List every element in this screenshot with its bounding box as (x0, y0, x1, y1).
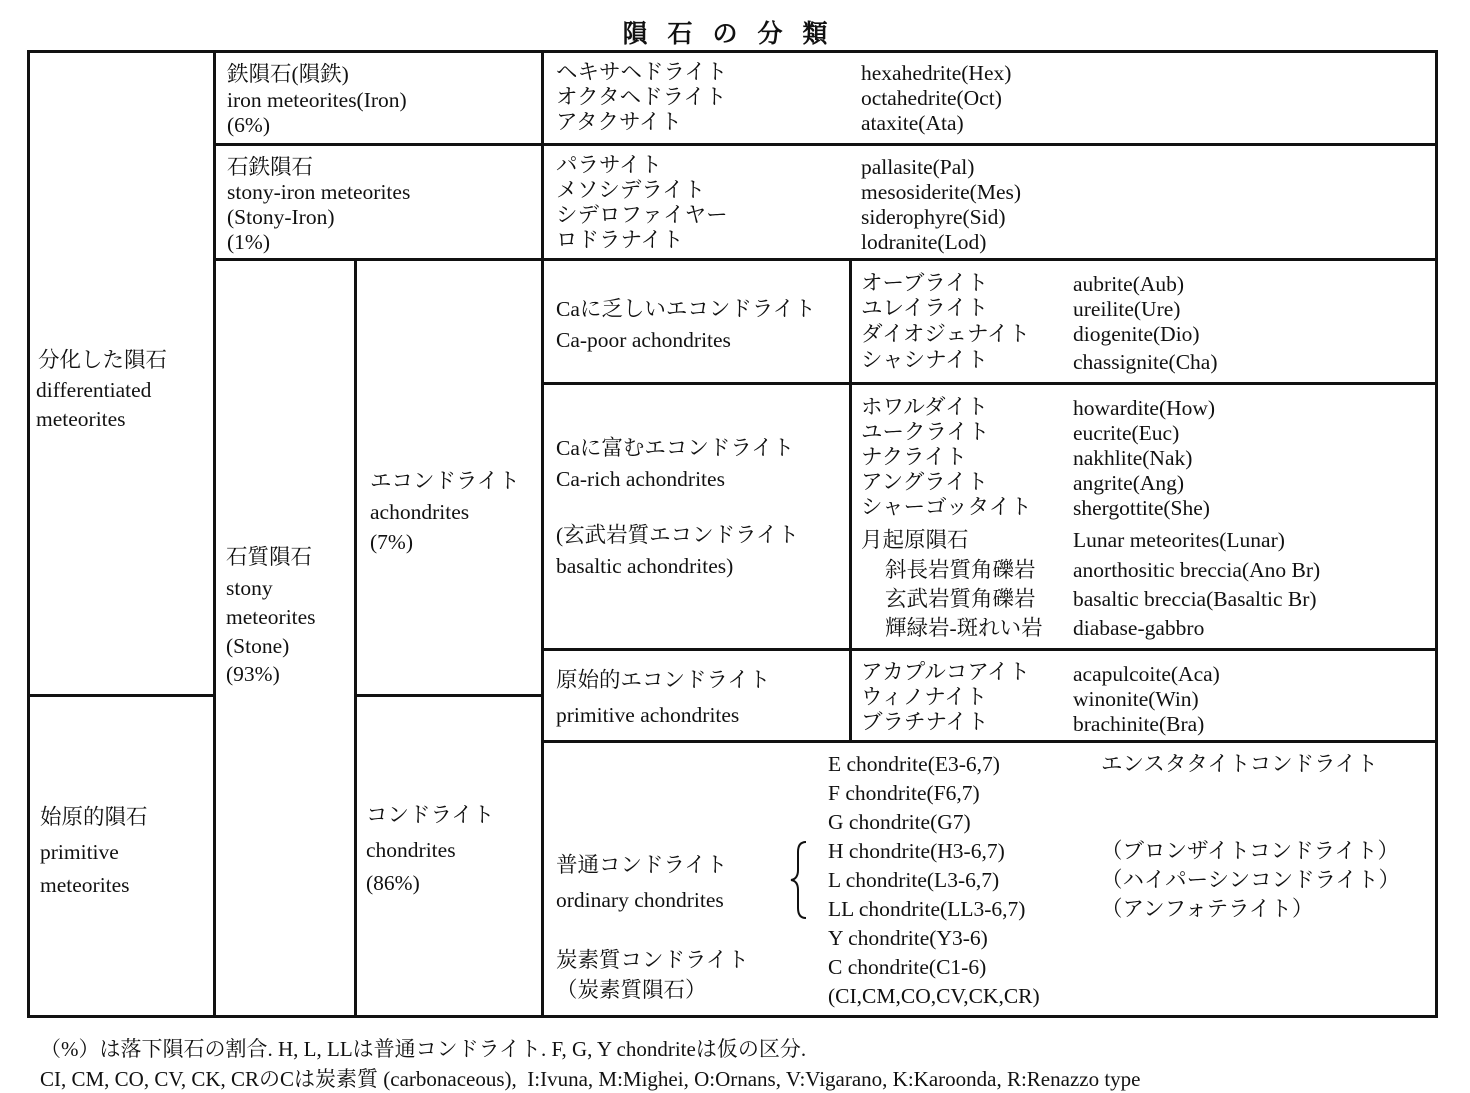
ca-rich-jp-4: アングライト (861, 470, 989, 494)
ca-poor-jp-3: ダイオジェナイト (861, 322, 1030, 346)
lunar-en-2: anorthositic breccia(Ano Br) (1073, 558, 1321, 582)
iron-label-en: iron meteorites(Iron) (227, 88, 407, 112)
chondrites-en: chondrites (366, 838, 456, 862)
chondrite-type-e: E chondrite(E3-6,7) (828, 752, 1000, 776)
ordinary-jp: 普通コンドライト (556, 853, 728, 877)
table-rule (27, 694, 215, 697)
iron-en-1: hexahedrite(Hex) (861, 61, 1012, 85)
stony-iron-en-3: siderophyre(Sid) (861, 205, 1006, 229)
carbonaceous-jp-2: （炭素質隕石） (556, 978, 707, 1002)
chondrite-type-l: L chondrite(L3-6,7) (828, 868, 1000, 892)
chondrite-type-y: Y chondrite(Y3-6) (828, 926, 988, 950)
iron-en-3: ataxite(Ata) (861, 111, 964, 135)
stony-iron-pct: (1%) (227, 230, 270, 254)
table-rule (541, 50, 544, 1018)
table-rule (354, 694, 543, 697)
footnote-1: （%）は落下隕石の割合. H, L, LLは普通コンドライト. F, G, Y chondriteは仮の区分. (40, 1037, 807, 1061)
curly-brace (788, 840, 810, 920)
prim-achon-en-1: acapulcoite(Aca) (1073, 662, 1220, 686)
bronzite-jp: （ブロンザイトコンドライト） (1101, 839, 1399, 863)
primitive-en-2: meteorites (40, 873, 130, 897)
chondrite-type-f: F chondrite(F6,7) (828, 781, 980, 805)
stony-iron-jp-3: シデロファイヤー (556, 203, 728, 227)
chondrite-type-ll: LL chondrite(LL3-6,7) (828, 897, 1026, 921)
primitive-en: primitive (40, 840, 119, 864)
primitive-jp: 始原的隕石 (40, 805, 148, 829)
amphoterite-jp: （アンフォテライト） (1101, 897, 1314, 921)
stony-iron-en-2: mesosiderite(Mes) (861, 180, 1022, 204)
differentiated-en-2: meteorites (36, 407, 126, 431)
prim-achon-jp: 原始的エコンドライト (556, 668, 771, 692)
ca-rich-jp-1: ホワルダイト (861, 395, 989, 419)
ca-rich-jp-3: ナクライト (861, 445, 967, 469)
achondrites-en: achondrites (370, 500, 470, 524)
stony-label: 石質隕石 (226, 545, 313, 569)
ca-poor-jp-2: ユレイライト (861, 296, 989, 320)
stony-iron-label-en: stony-iron meteorites (227, 180, 411, 204)
ca-poor-en: Ca-poor achondrites (556, 328, 731, 352)
table-rule (213, 50, 216, 1018)
iron-label: 鉄隕石(隕鉄) (227, 62, 349, 86)
page-title: 隕石の分類 (622, 21, 848, 48)
ca-poor-en-4: chassignite(Cha) (1073, 350, 1218, 374)
stony-label-abbr: (Stone) (226, 634, 290, 658)
ca-poor-en-2: ureilite(Ure) (1073, 297, 1181, 321)
achondrites-jp: エコンドライト (370, 469, 520, 493)
stony-iron-en-1: pallasite(Pal) (861, 155, 975, 179)
stony-iron-jp-2: メソシデライト (556, 178, 706, 202)
ca-poor-jp-1: オーブライト (861, 271, 989, 295)
ca-rich-en-4: angrite(Ang) (1073, 471, 1185, 495)
footnote-2: CI, CM, CO, CV, CK, CRのCは炭素質 (carbonaceous), I:Ivuna, M:Mighei, O:Ornans, V:Vigarano, K:Karoonda, R:Renazzo type (40, 1067, 1141, 1091)
iron-jp-3: アタクサイト (556, 110, 682, 134)
table-rule (541, 648, 1438, 651)
ca-rich-en-2: eucrite(Euc) (1073, 421, 1180, 445)
stony-label-en: stony (226, 576, 273, 600)
table-rule (541, 382, 1438, 385)
iron-jp-1: ヘキサヘドライト (556, 60, 728, 84)
table-rule (354, 259, 357, 1018)
stony-iron-label: 石鉄隕石 (227, 155, 314, 179)
differentiated-jp: 分化した隕石 (38, 348, 168, 372)
table-rule (213, 258, 1438, 261)
ca-poor-jp: Caに乏しいエコンドライト (556, 297, 816, 321)
ca-rich-en-5: shergottite(She) (1073, 496, 1210, 520)
table-rule (849, 259, 852, 741)
iron-jp-2: オクタヘドライト (556, 85, 727, 109)
achondrites-pct: (7%) (370, 530, 413, 554)
stony-iron-en-4: lodranite(Lod) (861, 230, 987, 254)
ca-rich-jp-5: シャーゴッタイト (861, 495, 1032, 519)
prim-achon-jp-3: ブラチナイト (861, 710, 989, 734)
chondrite-type-g: G chondrite(G7) (828, 810, 971, 834)
basaltic-en: basaltic achondrites) (556, 554, 734, 578)
lunar-en-1: Lunar meteorites(Lunar) (1073, 528, 1285, 552)
chondrites-pct: (86%) (366, 871, 420, 895)
chondrites-jp: コンドライト (366, 803, 495, 827)
lunar-jp-2: 斜長岩質角礫岩 (885, 558, 1036, 582)
lunar-jp-4: 輝緑岩-斑れい岩 (885, 616, 1043, 640)
chondrite-type-c: C chondrite(C1-6) (828, 955, 987, 979)
differentiated-en: differentiated (36, 378, 152, 402)
enstatite-jp: エンスタタイトコンドライト (1101, 752, 1378, 776)
ca-poor-en-1: aubrite(Aub) (1073, 272, 1185, 296)
iron-en-2: octahedrite(Oct) (861, 86, 1002, 110)
lunar-jp-1: 月起原隕石 (861, 528, 969, 552)
prim-achon-en: primitive achondrites (556, 703, 740, 727)
table-rule (213, 143, 1438, 146)
ordinary-en: ordinary chondrites (556, 888, 724, 912)
chondrite-type-h: H chondrite(H3-6,7) (828, 839, 1005, 863)
lunar-en-3: basaltic breccia(Basaltic Br) (1073, 587, 1317, 611)
stony-iron-label-abbr: (Stony-Iron) (227, 205, 335, 229)
ca-rich-jp: Caに富むエコンドライト (556, 436, 795, 460)
stony-pct: (93%) (226, 662, 280, 686)
ca-rich-en: Ca-rich achondrites (556, 467, 725, 491)
ca-rich-en-1: howardite(How) (1073, 396, 1216, 420)
ca-rich-en-3: nakhlite(Nak) (1073, 446, 1193, 470)
table-rule (541, 740, 1438, 743)
chondrite-type-c-sub: (CI,CM,CO,CV,CK,CR) (828, 984, 1040, 1008)
lunar-en-4: diabase-gabbro (1073, 616, 1205, 640)
prim-achon-en-3: brachinite(Bra) (1073, 712, 1205, 736)
hypersthene-jp: （ハイパーシンコンドライト） (1101, 868, 1400, 892)
stony-iron-jp-1: パラサイト (556, 153, 662, 177)
iron-pct: (6%) (227, 113, 270, 137)
ca-rich-jp-2: ユークライト (861, 420, 990, 444)
stony-iron-jp-4: ロドラナイト (556, 228, 684, 252)
ca-poor-jp-4: シャシナイト (861, 348, 989, 372)
stony-label-en-2: meteorites (226, 605, 316, 629)
ca-poor-en-3: diogenite(Dio) (1073, 322, 1200, 346)
prim-achon-jp-1: アカプルコアイト (861, 660, 1030, 684)
basaltic-jp: (玄武岩質エコンドライト (556, 523, 800, 547)
prim-achon-jp-2: ウィノナイト (861, 685, 988, 709)
prim-achon-en-2: winonite(Win) (1073, 687, 1199, 711)
carbonaceous-jp: 炭素質コンドライト (556, 948, 749, 972)
lunar-jp-3: 玄武岩質角礫岩 (885, 587, 1036, 611)
